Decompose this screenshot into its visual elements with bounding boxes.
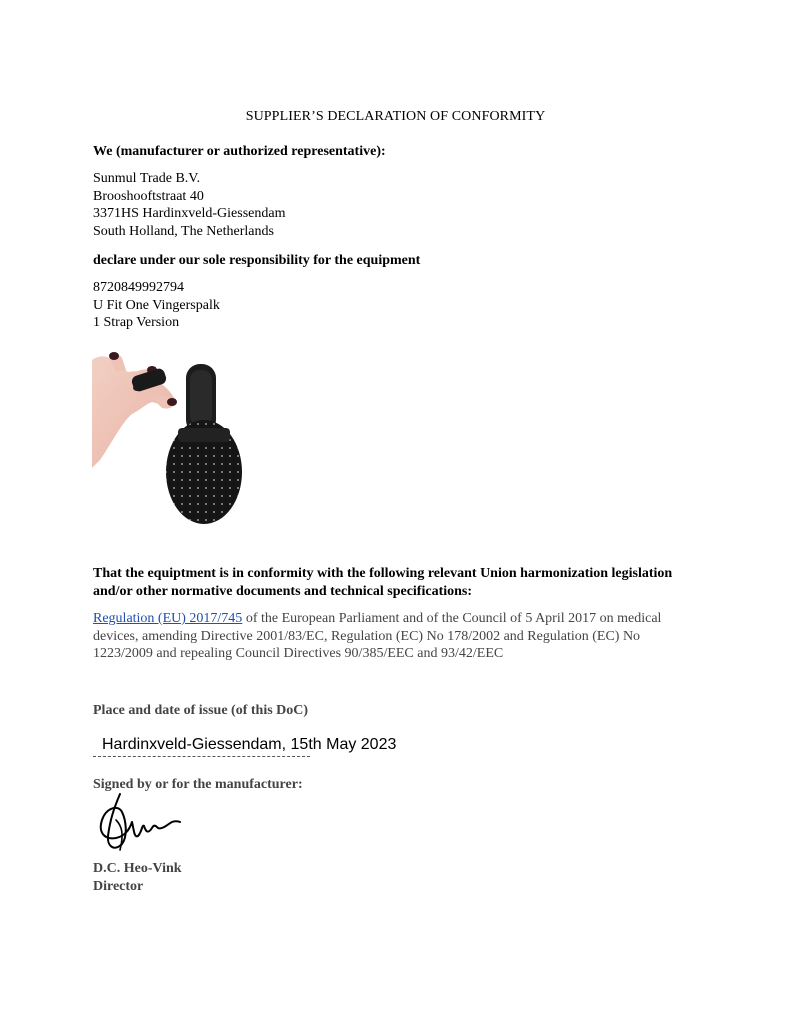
signed-label: Signed by or for the manufacturer: — [93, 777, 303, 792]
place-date-label: Place and date of issue (of this DoC) — [93, 703, 309, 718]
legislation-paragraph — [93, 610, 693, 663]
conformity-heading — [93, 565, 672, 600]
product-image — [92, 350, 244, 526]
product-info — [93, 279, 220, 332]
place-date-value: Hardinxveld-Giessendam, 15th May 2023 — [102, 736, 397, 753]
manufacturer-heading: We (manufacturer or authorized representative): — [93, 144, 386, 159]
address-line: Brooshooftstraat 40 — [93, 188, 204, 204]
address-line: 3371HS Hardinxveld-Giessendam — [93, 206, 286, 221]
signature-image — [96, 790, 184, 856]
address-line: South Holland, The Netherlands — [93, 223, 274, 239]
document-title: SUPPLIER’S DECLARATION OF CONFORMITY — [245, 109, 546, 124]
regulation-link[interactable]: Regulation (EU) 2017/745 — [93, 611, 243, 626]
product-ean: 8720849992794 — [93, 280, 184, 295]
signatory-title: Director — [93, 878, 144, 894]
conformity-heading-line: and/or other normative documents and technical specifications: — [93, 583, 473, 599]
product-name: U Fit One Vingerspalk — [93, 297, 220, 313]
manufacturer-address — [93, 170, 285, 240]
conformity-heading-line: That the equiptment is in conformity with the following relevant Union harmonization legislation — [93, 566, 673, 581]
place-date-underline — [93, 756, 310, 757]
address-line: Sunmul Trade B.V. — [93, 171, 201, 186]
declare-heading: declare under our sole responsibility for the equipment — [93, 253, 421, 268]
legislation-text: of the European Parliament and of the Council of 5 April 2017 on medical devices, amending Directive 2001/83/EC, Regulation (EC) No 178/2002 and Regulation (EC) No 1223/2009 and repealing Council Directives 90/385/EEC and 93/42/EEC — [93, 611, 662, 661]
signatory-name: D.C. Heo-Vink — [93, 861, 182, 876]
product-variant: 1 Strap Version — [93, 315, 180, 330]
signatory-block — [93, 860, 182, 895]
